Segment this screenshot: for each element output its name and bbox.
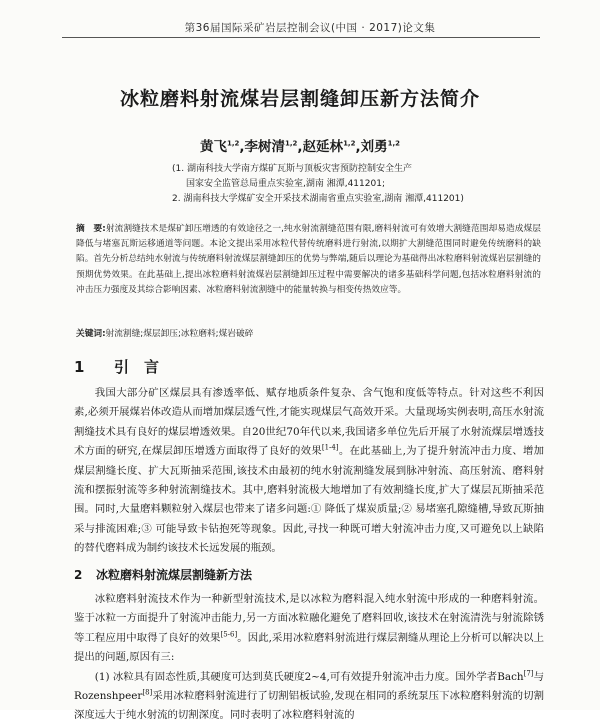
- author-line: 黄飞$^{1,2}$,李树清$^{1,2}$,赵延林$^{1,2}$,刘勇$^{1,2}$: [199, 139, 401, 155]
- section-1-body: [74, 384, 544, 559]
- section-title: 引 言: [114, 358, 160, 376]
- author-name: 刘勇: [360, 139, 388, 155]
- paragraph-text: 采用冰粒磨料射流进行了切割铝板试验,发现在相同的系统泵压下冰粒磨料射流的切割深度远大于纯水射流的切割深度。同时表明了冰粒磨料射流的: [74, 690, 544, 722]
- author-affiliation-mark: 1,2: [226, 139, 240, 148]
- section-2-body: [74, 590, 544, 726]
- paragraph-text: 。在此基础上,为了提升射流冲击力度、增加煤层割缝长度、扩大瓦斯抽采范围,该技术由最初的纯水射流割缝发展到脉冲射流、高压射流、磨料射流和摆振射流等多种射流割缝技术。其中,磨料射流极大地增加了有效割缝长度,扩大了煤层瓦斯抽采范围。同时,大量磨料颗粒射入煤层也带来了诸多问题:① 降低了煤炭质量;② 易堵塞孔隙缝槽,导致瓦斯抽采与排流困难;③ 可能导致卡钻抱死等现象。因此,寻找一种既可增大射流冲击力度,又可避免以上缺陷的替代磨料成为制约该技术长远发展的瓶颈。: [74, 445, 544, 555]
- citation: [1-4]: [321, 443, 339, 452]
- paragraph: [74, 384, 544, 559]
- author-name: 黄飞: [199, 139, 227, 155]
- abstract: [76, 222, 541, 298]
- paragraph: [74, 590, 544, 668]
- paragraph: [74, 668, 544, 726]
- paragraph-text: (1) 冰粒具有固态性质,其硬度可达到莫氏硬度2~4,可有效提升射流冲击力度。国外学者Bach: [94, 670, 524, 683]
- keywords: [76, 327, 541, 339]
- paragraph-text: 与Rozenshpeer: [74, 670, 544, 703]
- section-2-heading: [74, 566, 252, 583]
- keywords-label: 关键词:: [76, 329, 106, 339]
- paragraph-text: 我国大部分矿区煤层具有渗透率低、赋存地质条件复杂、含气饱和度低等特点。针对这些不利因素,必须开展煤岩体改造从而增加煤层透气性,才能实现煤层气高效开采。大量现场实例表明,高压水射流割缝技术具有良好的煤层增透效果。自20世纪70年代以来,我国诸多单位先后开展了水射流煤层增透技术方面的研究,在煤层卸压增透方面取得了良好的效果: [74, 387, 544, 458]
- abstract-text: 射流割缝技术是煤矿卸压增透的有效途径之一,纯水射流割缝范围有限,磨料射流可有效增大割缝范围却易造成煤层降低与堵塞瓦斯运移通道等问题。本论文提出采用冰粒代替传统磨料进行射流,以期扩大割缝范围同时避免传统磨料的缺陷。首先分析总结纯水射流与传统磨料射流煤层割缝卸压的优势与弊端,随后以理论为基础得出冰粒磨料射流煤岩层割缝的预期优势效果。在此基础上,提出冰粒磨料射流煤岩层割缝卸压过程中需要解决的诸多基础科学问题,包括冰粒磨料射流的冲击压力强度及其综合影响因素、冰粒磨料射流割缝中的能量转换与相变传热效应等。: [76, 224, 541, 295]
- section-number: 2: [74, 568, 83, 582]
- abstract-label: 摘 要:: [76, 224, 106, 234]
- author-affiliation-mark: 1,2: [285, 139, 298, 148]
- paragraph-text: 冰粒磨料射流技术作为一种新型射流技术,是以冰粒为磨料混入纯水射流中形成的一种磨料射流。鉴于冰粒一方面提升了射流冲击能力,另一方面冰粒融化避免了磨料回收,该技术在射流清洗与射流除锈等工程应用中取得了良好的效果: [74, 593, 544, 644]
- affiliation-line: (1. 湖南科技大学南方煤矿瓦斯与顶板灾害预防控制安全生产: [172, 164, 412, 174]
- section-number: 1: [74, 358, 85, 376]
- author-name: 赵延林: [302, 139, 344, 155]
- paragraph-text: 。因此,采用冰粒磨料射流进行煤层割缝从理论上分析可以解决以上提出的问题,原因有三:: [74, 631, 544, 664]
- affiliation-line: 国家安全监管总局重点实验室,湖南 湘潭,411201;: [186, 179, 385, 189]
- paper-title: 冰粒磨料射流煤岩层割缝卸压新方法简介: [119, 88, 480, 110]
- author-affiliation-mark: 1,2: [387, 139, 401, 148]
- section-title: 冰粒磨料射流煤层割缝新方法: [96, 568, 253, 582]
- affiliation-line: 2. 湖南科技大学煤矿安全开采技术湖南省重点实验室,湖南 湘潭,411201): [172, 194, 464, 204]
- keywords-text: 射流割缝;煤层卸压;冰粒磨料;煤岩破碎: [105, 329, 254, 339]
- author-name: 李树清: [244, 139, 286, 155]
- header-rule: [62, 37, 540, 38]
- citation: [8]: [142, 688, 153, 697]
- citation: [7]: [523, 669, 534, 678]
- running-head: 第36届国际采矿岩层控制会议(中国 · 2017)论文集: [184, 22, 436, 34]
- section-1-heading: [74, 356, 159, 377]
- author-affiliation-mark: 1,2: [343, 139, 356, 148]
- citation: [5-6]: [220, 630, 238, 639]
